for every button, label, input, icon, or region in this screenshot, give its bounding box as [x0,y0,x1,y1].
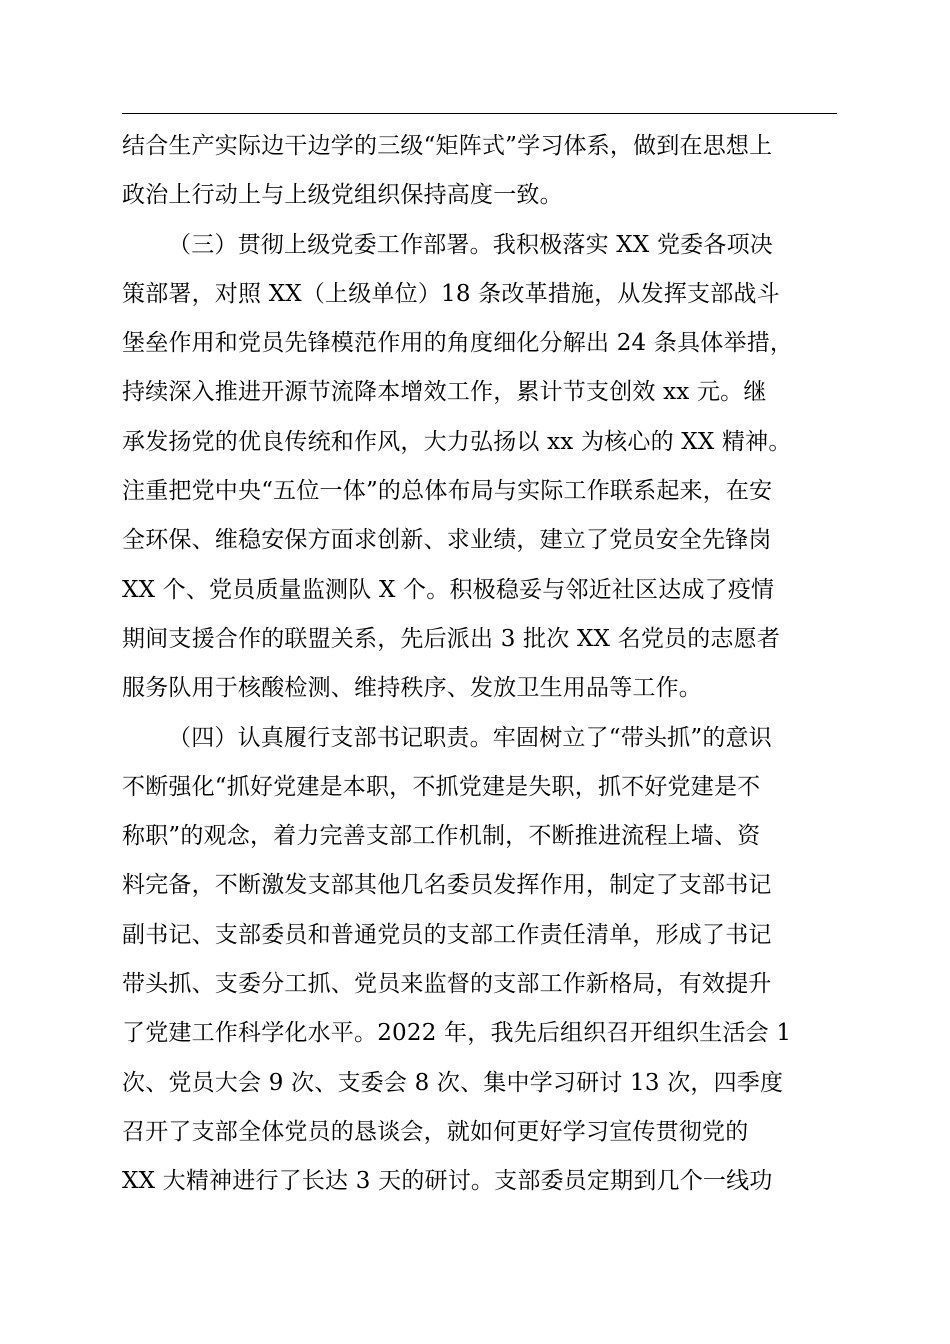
text-line: 副书记、支部委员和普通党员的支部工作责任清单，形成了书记 [122,921,772,948]
text-line: 期间支援合作的联盟关系，先后派出 3 批次 XX 名党员的志愿者 [122,625,781,652]
body-text [122,122,862,1207]
text-line: XX 个、党员质量监测队 X 个。积极稳妥与邻近社区达成了疫情 [122,576,775,603]
text-line: 次、党员大会 9 次、支委会 8 次、集中学习研讨 13 次，四季度 [122,1069,784,1096]
text-line: 召开了支部全体党员的恳谈会，就如何更好学习宣传贯彻党的 [122,1118,749,1145]
text-line: 结合生产实际边干边学的三级“矩阵式”学习体系，做到在思想上 [122,133,773,159]
text-line: 料完备，不断激发支部其他几名委员发挥作用，制定了支部书记 [122,872,772,899]
text-line: 堡垒作用和党员先锋模范作用的角度细化分解出 24 条具体举措， [122,330,794,357]
text-line: 了党建工作科学化水平。2022 年，我先后组织召开组织生活会 1 [122,1020,792,1047]
text-line: XX 大精神进行了长达 3 天的研讨。支部委员定期到几个一线功 [122,1168,773,1195]
text-line: 策部署，对照 XX（上级单位）18 条改革措施，从发挥支部战斗 [122,280,780,307]
text-line: 政治上行动上与上级党组织保持高度一致。 [122,182,563,209]
text-line: 服务队用于核酸检测、维持秩序、发放卫生用品等工作。 [122,675,702,702]
text-line: 持续深入推进开源节流降本增效工作，累计节支创效 xx 元。继 [122,379,767,406]
text-line: 不断强化“抓好党建是本职，不抓党建是失职，抓不好党建是不 [122,773,761,800]
text-line: 带头抓、支委分工抓、党员来监督的支部工作新格局，有效提升 [122,971,772,998]
text-line: 注重把党中央“五位一体”的总体布局与实际工作联系起来，在安 [122,478,773,505]
text-line: 称职”的观念，着力完善支部工作机制，不断推进流程上墙、资 [122,823,761,850]
paragraph-start-line: （四）认真履行支部书记职责。牢固树立了“带头抓”的意识 [168,724,772,751]
paragraph-start-line: （三）贯彻上级党委工作部署。我积极落实 XX 党委各项决 [168,231,773,258]
text-line: 全环保、维稳安保方面求创新、求业绩，建立了党员安全先锋岗 [122,527,772,554]
text-line: 承发扬党的优良传统和作风，大力弘扬以 xx 为核心的 XX 精神。 [122,428,792,455]
header-rule [122,113,837,114]
